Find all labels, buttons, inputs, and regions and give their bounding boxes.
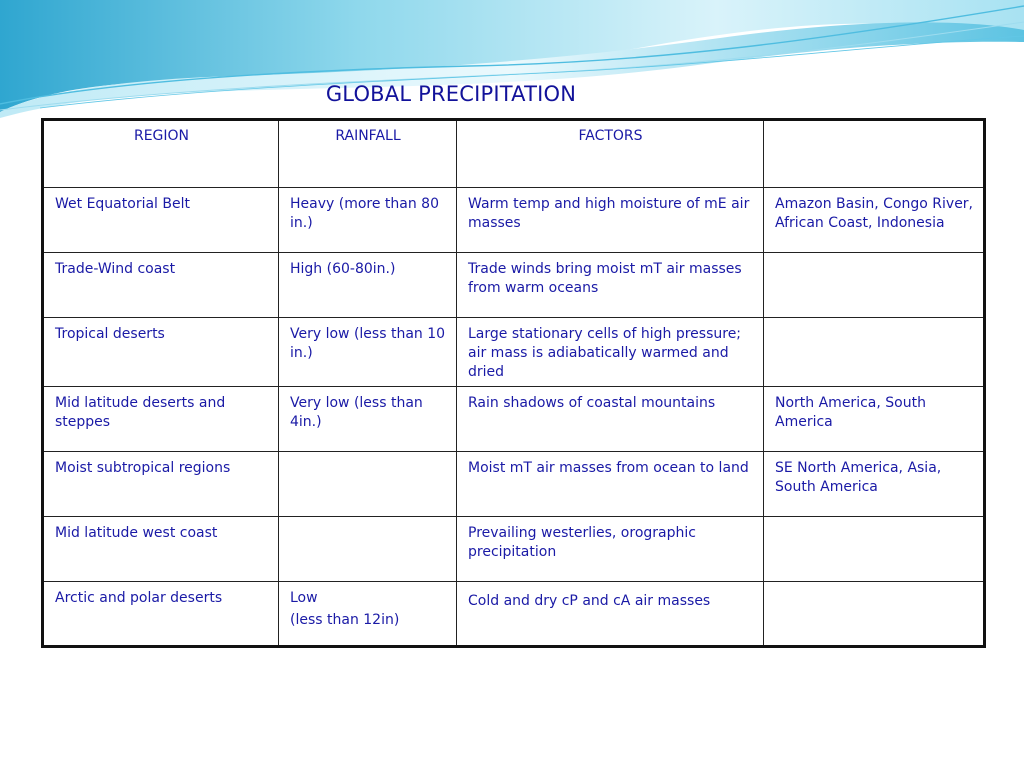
cell-region: Wet Equatorial Belt	[43, 188, 279, 253]
table-row	[43, 253, 985, 318]
cell-factors-text: Cold and dry cP and cA air masses	[468, 593, 711, 609]
table-row	[43, 582, 985, 647]
cell-locations: North America, South America	[764, 387, 985, 452]
cell-rainfall	[279, 318, 457, 387]
table-row	[43, 318, 985, 387]
cell-locations	[764, 517, 985, 582]
table-row	[43, 387, 985, 452]
cell-rainfall	[279, 452, 457, 517]
cell-rainfall	[279, 582, 457, 647]
cell-rainfall	[279, 387, 457, 452]
cell-factors: Warm temp and high moisture of mE air masses	[457, 188, 764, 253]
cell-rainfall-line: (less than 12in)	[290, 612, 400, 628]
cell-locations	[764, 253, 985, 318]
cell-rainfall-line: High (60-80in.)	[290, 261, 396, 277]
cell-rainfall-line: Very low (less than 10 in.)	[290, 326, 446, 361]
header-rainfall: RAINFALL	[279, 120, 457, 188]
cell-rainfall-line: Low	[290, 590, 318, 606]
cell-rainfall	[279, 253, 457, 318]
cell-region: Moist subtropical regions	[43, 452, 279, 517]
cell-rainfall-line: Heavy (more than 80 in.)	[290, 196, 439, 231]
cell-factors: Rain shadows of coastal mountains	[457, 387, 764, 452]
cell-rainfall	[279, 188, 457, 253]
cell-locations: Amazon Basin, Congo River, African Coast, Indonesia	[764, 188, 985, 253]
slide-title	[0, 82, 902, 106]
slide-title-text: GLOBAL PRECIPITATION	[325, 82, 577, 106]
cell-region: Trade-Wind coast	[43, 253, 279, 318]
cell-region: Mid latitude deserts and steppes	[43, 387, 279, 452]
cell-factors	[457, 582, 764, 647]
cell-region: Mid latitude west coast	[43, 517, 279, 582]
cell-rainfall-line: Very low (less than 4in.)	[290, 395, 423, 430]
cell-locations	[764, 318, 985, 387]
header-region: REGION	[43, 120, 279, 188]
table-row	[43, 517, 985, 582]
precipitation-table	[41, 118, 986, 648]
cell-locations: SE North America, Asia, South America	[764, 452, 985, 517]
header-locations	[764, 120, 985, 188]
table-row	[43, 188, 985, 253]
decorative-wave-banner	[0, 0, 1024, 130]
cell-locations	[764, 582, 985, 647]
header-factors: FACTORS	[457, 120, 764, 188]
cell-factors: Trade winds bring moist mT air masses from warm oceans	[457, 253, 764, 318]
cell-factors: Prevailing westerlies, orographic precipitation	[457, 517, 764, 582]
cell-region: Arctic and polar deserts	[43, 582, 279, 647]
cell-rainfall	[279, 517, 457, 582]
cell-factors: Moist mT air masses from ocean to land	[457, 452, 764, 517]
table-header-row	[43, 120, 985, 188]
cell-region: Tropical deserts	[43, 318, 279, 387]
table-row	[43, 452, 985, 517]
cell-factors: Large stationary cells of high pressure; air mass is adiabatically warmed and dried	[457, 318, 764, 387]
